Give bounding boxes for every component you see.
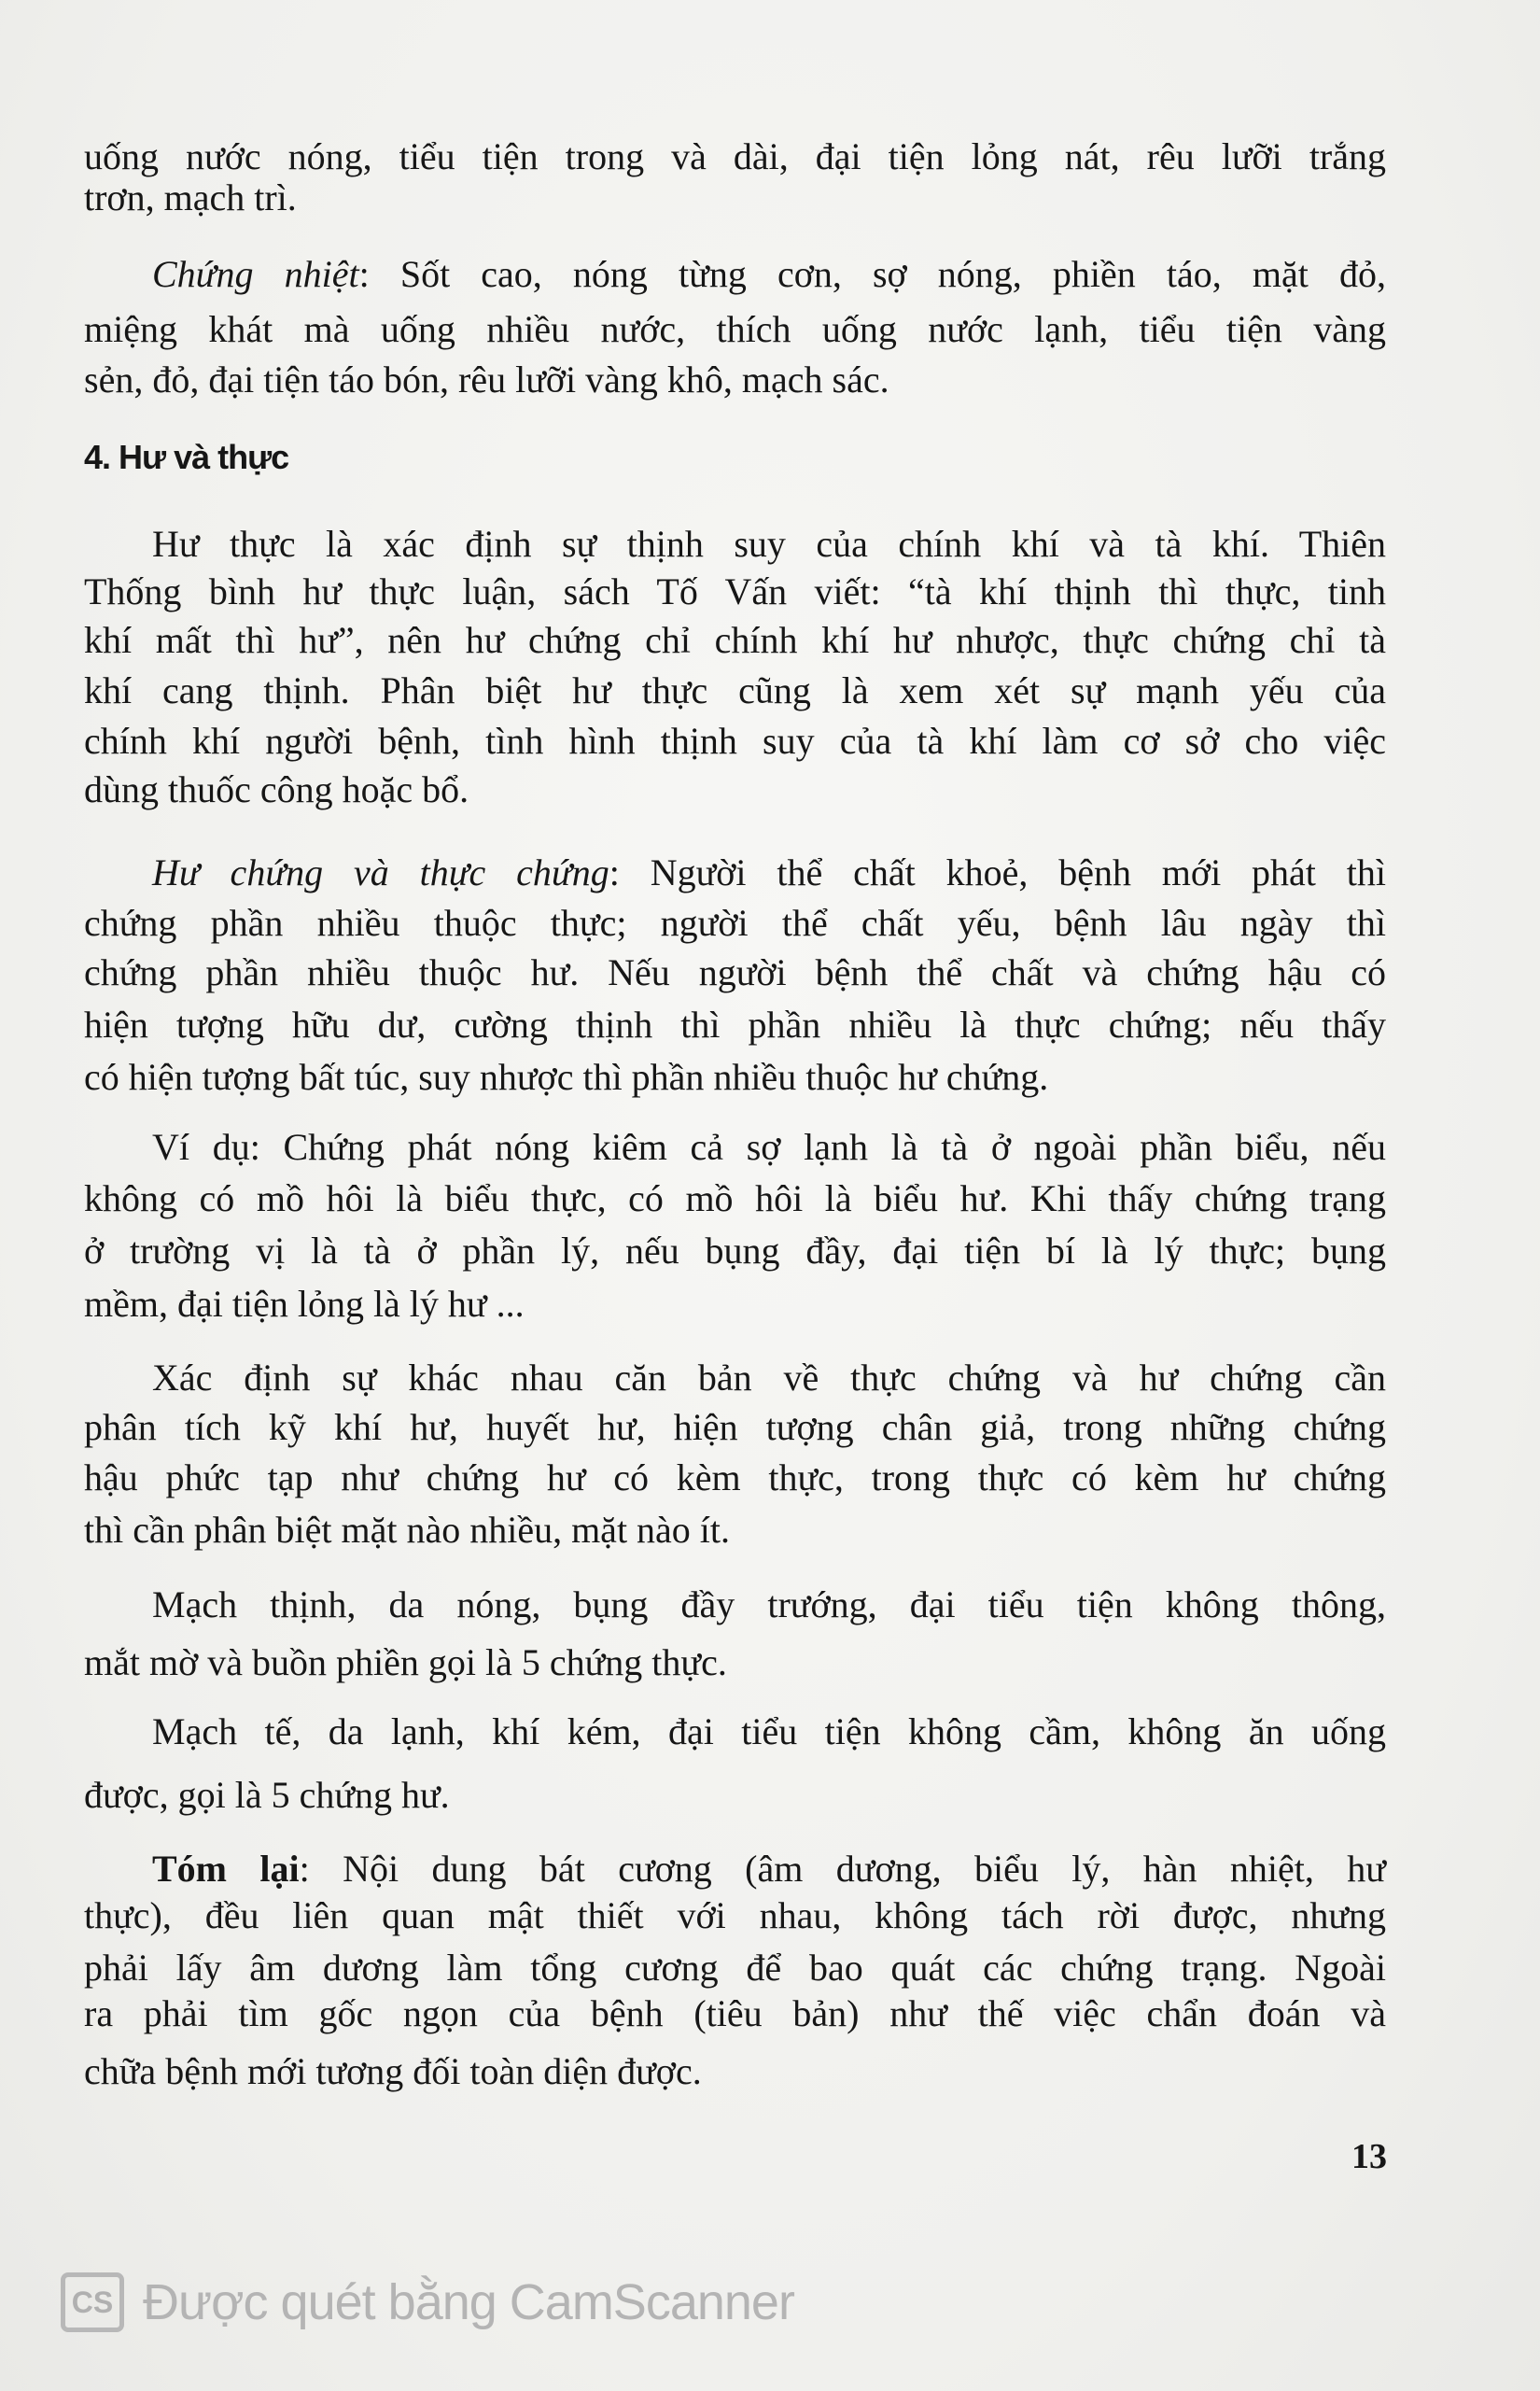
text-line bbox=[84, 948, 1386, 998]
line-text: uống nước nóng, tiểu tiện trong và dài, đại tiện lỏng nát, rêu lưỡi trắng bbox=[84, 135, 1386, 177]
text-line bbox=[84, 1989, 1386, 2039]
text-line bbox=[152, 1707, 1386, 1757]
line-text: khí cang thịnh. Phân biệt hư thực cũng là xem xét sự mạnh yếu của bbox=[84, 669, 1386, 711]
section-heading: 4. Hư và thực bbox=[84, 438, 289, 476]
line-text: phải lấy âm dương làm tổng cương để bao quát các chứng trạng. Ngoài bbox=[84, 1947, 1386, 1989]
line-text: Thống bình hư thực luận, sách Tố Vấn viết: “tà khí thịnh thì thực, tinh bbox=[84, 570, 1386, 612]
page-number: 13 bbox=[1351, 2137, 1387, 2176]
line-text: : Nội dung bát cương (âm dương, biểu lý, hàn nhiệt, hư bbox=[299, 1848, 1386, 1890]
text-line bbox=[152, 1353, 1386, 1403]
text-line bbox=[84, 1226, 1386, 1276]
text-line bbox=[84, 615, 1386, 666]
text-line bbox=[152, 519, 1386, 570]
paragraph-lead: Tóm lại bbox=[152, 1848, 300, 1890]
text-line bbox=[84, 1174, 1386, 1224]
camscanner-logo-icon: CS bbox=[61, 2272, 124, 2332]
text-line bbox=[152, 848, 1386, 898]
text-line bbox=[84, 2046, 1386, 2097]
line-text: chứng phần nhiều thuộc thực; người thể chất yếu, bệnh lâu ngày thì bbox=[84, 902, 1386, 944]
text-line bbox=[84, 1000, 1386, 1050]
text-line bbox=[84, 1279, 1386, 1329]
line-text: : Sốt cao, nóng từng cơn, sợ nóng, phiền táo, mặt đỏ, bbox=[358, 253, 1386, 295]
text-line bbox=[84, 1402, 1386, 1453]
line-text: Xác định sự khác nhau căn bản về thực chứng và hư chứng cần bbox=[152, 1357, 1386, 1399]
text-line bbox=[152, 1844, 1386, 1894]
line-text: chứng phần nhiều thuộc hư. Nếu người bệnh thể chất và chứng hậu có bbox=[84, 951, 1386, 993]
watermark-text: Được quét bằng CamScanner bbox=[143, 2274, 794, 2330]
line-text: : Người thể chất khoẻ, bệnh mới phát thì bbox=[609, 851, 1386, 893]
line-text: dùng thuốc công hoặc bổ. bbox=[84, 768, 469, 810]
line-text: Mạch tế, da lạnh, khí kém, đại tiểu tiện không cầm, không ăn uống bbox=[152, 1710, 1386, 1752]
text-line bbox=[84, 1052, 1386, 1103]
text-line bbox=[84, 304, 1386, 355]
text-line bbox=[84, 1943, 1386, 1993]
paragraph-lead: Hư chứng và thực chứng bbox=[152, 851, 609, 893]
line-text: ra phải tìm gốc ngọn của bệnh (tiêu bản) như thế việc chẩn đoán và bbox=[84, 1992, 1386, 2034]
line-text: mềm, đại tiện lỏng là lý hư ... bbox=[84, 1283, 525, 1325]
text-line bbox=[84, 567, 1386, 617]
line-text: Mạch thịnh, da nóng, bụng đầy trướng, đại tiểu tiện không thông, bbox=[152, 1583, 1386, 1625]
line-text: được, gọi là 5 chứng hư. bbox=[84, 1774, 450, 1816]
text-line bbox=[84, 1891, 1386, 1941]
line-text: thì cần phân biệt mặt nào nhiều, mặt nào ít. bbox=[84, 1509, 731, 1551]
text-line bbox=[84, 765, 1386, 815]
text-line bbox=[84, 898, 1386, 949]
text-line bbox=[84, 1638, 1386, 1688]
line-text: phân tích kỹ khí hư, huyết hư, hiện tượng chân giả, trong những chứng bbox=[84, 1406, 1386, 1448]
line-text: hậu phức tạp như chứng hư có kèm thực, trong thực có kèm hư chứng bbox=[84, 1456, 1386, 1498]
camscanner-watermark bbox=[61, 2271, 794, 2334]
line-text: có hiện tượng bất túc, suy nhược thì phần nhiều thuộc hư chứng. bbox=[84, 1056, 1049, 1098]
line-text: Hư thực là xác định sự thịnh suy của chính khí và tà khí. Thiên bbox=[152, 523, 1386, 565]
line-text: ở trường vị là tà ở phần lý, nếu bụng đầy, đại tiện bí là lý thực; bụng bbox=[84, 1230, 1386, 1272]
text-line bbox=[84, 173, 1386, 223]
text-line bbox=[152, 1580, 1386, 1630]
line-text: khí mất thì hư”, nên hư chứng chỉ chính khí hư nhược, thực chứng chỉ tà bbox=[84, 619, 1386, 661]
line-text: mắt mờ và buồn phiền gọi là 5 chứng thực. bbox=[84, 1641, 727, 1683]
line-text: Ví dụ: Chứng phát nóng kiêm cả sợ lạnh là tà ở ngoài phần biểu, nếu bbox=[152, 1126, 1386, 1168]
line-text: hiện tượng hữu dư, cường thịnh thì phần nhiều là thực chứng; nếu thấy bbox=[84, 1004, 1386, 1046]
text-line bbox=[84, 716, 1386, 767]
text-line bbox=[152, 249, 1386, 300]
line-text: không có mồ hôi là biểu thực, có mồ hôi là biểu hư. Khi thấy chứng trạng bbox=[84, 1177, 1386, 1219]
line-text: sẻn, đỏ, đại tiện táo bón, rêu lưỡi vàng khô, mạch sác. bbox=[84, 359, 889, 401]
text-line bbox=[152, 1122, 1386, 1173]
text-line bbox=[84, 1505, 1386, 1555]
line-text: miệng khát mà uống nhiều nước, thích uống nước lạnh, tiểu tiện vàng bbox=[84, 308, 1386, 350]
line-text: trơn, mạch trì. bbox=[84, 176, 297, 218]
text-line bbox=[84, 666, 1386, 716]
line-text: chữa bệnh mới tương đối toàn diện được. bbox=[84, 2050, 702, 2092]
line-text: chính khí người bệnh, tình hình thịnh suy của tà khí làm cơ sở cho việc bbox=[84, 720, 1386, 762]
text-line bbox=[84, 1770, 1386, 1821]
line-text: thực), đều liên quan mật thiết với nhau, không tách rời được, nhưng bbox=[84, 1894, 1386, 1936]
text-line bbox=[84, 1453, 1386, 1503]
paragraph-lead: Chứng nhiệt bbox=[152, 253, 359, 295]
text-line bbox=[84, 355, 1386, 405]
